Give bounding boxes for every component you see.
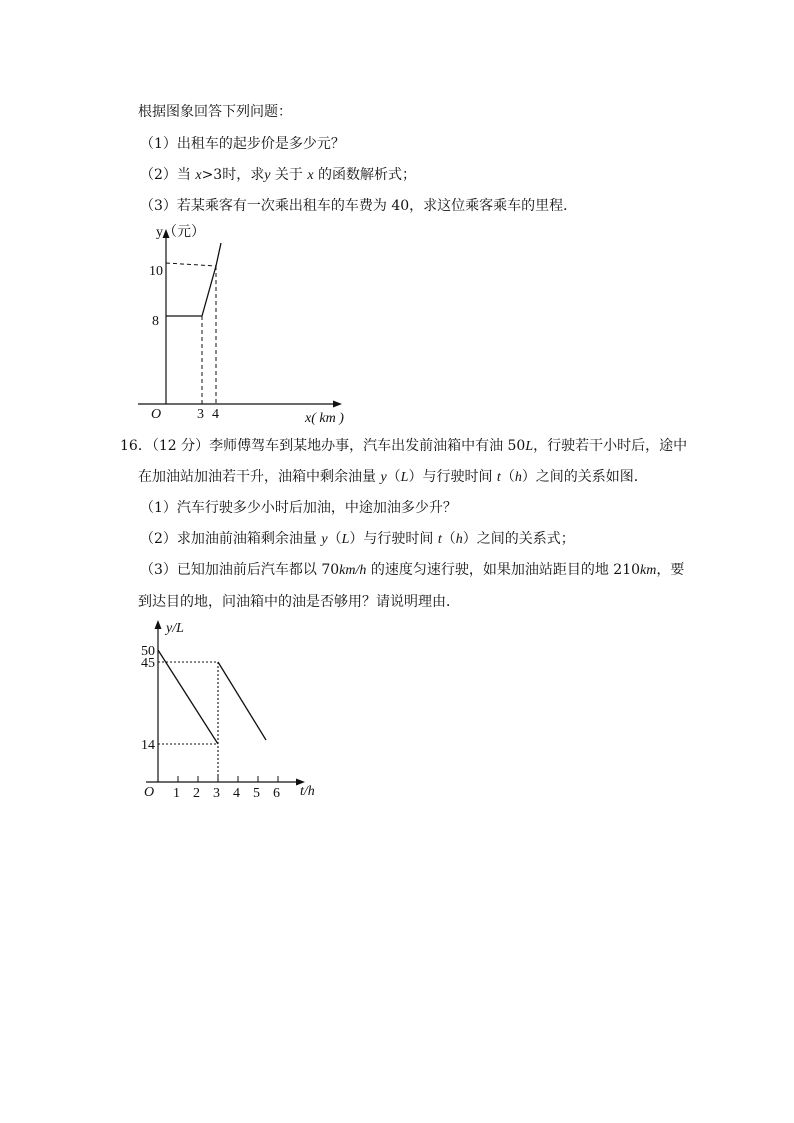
q16-xtick-2: 2 (193, 786, 200, 801)
q16-line2-d: （ (500, 469, 515, 485)
q16-part1: （1）汽车行驶多少小时后加油，中途加油多少升？ (140, 500, 457, 516)
q16-xtick-4: 4 (233, 786, 240, 801)
q15-xlabel: x( km ) (305, 411, 344, 426)
q15-part2-d: 的函数解析式； (313, 167, 417, 183)
q16-xtick-3: 3 (213, 786, 220, 801)
var-t: t (437, 532, 442, 547)
q16-part3-c: ，要 (656, 562, 685, 578)
q16-xlabel: t/h (300, 784, 315, 799)
q16-part2-d: （ (441, 531, 456, 547)
q16-part2-b: （ (327, 531, 342, 547)
q16-part3-a: （3）已知加油前后汽车都以 70 (140, 562, 340, 578)
var-y: y (321, 532, 328, 547)
unit-kmh: km/h (339, 563, 367, 578)
q16-origin: O (144, 785, 155, 800)
q15-part3: （3）若某乘客有一次乘出租车的车费为 40，求这位乘客乘车的里程． (140, 198, 578, 214)
q16-line2-b: （ (386, 469, 401, 485)
q15-part2-c: 关于 (270, 167, 308, 183)
q16-data-segment-1 (158, 650, 218, 744)
q16-line2-e: ）之间的关系如图． (521, 469, 648, 485)
var-x: x (307, 168, 314, 183)
unit-L: L (525, 439, 534, 454)
var-t: t (496, 470, 501, 485)
unit-h: h (514, 470, 522, 485)
q16-xtick-6: 6 (273, 786, 280, 801)
q16-part2-c: ）与行驶时间 (349, 531, 438, 547)
q16-data-segment-2 (218, 662, 266, 740)
q16-line2-a: 在加油站加油若干升，油箱中剩余油量 (138, 469, 381, 485)
var-y: y (264, 168, 271, 183)
q15-ytick-10: 10 (149, 264, 163, 279)
q15-xtick-4: 4 (212, 407, 219, 422)
q15-intro: 根据图象回答下列问题： (138, 104, 292, 120)
q16-xtick-5: 5 (253, 786, 260, 801)
q16-line1-b: ，行驶若干小时后，途中 (533, 438, 688, 454)
q15-ylabel: y（元） (156, 225, 205, 240)
q16-line2-c: ）与行驶时间 (408, 469, 497, 485)
q16-y-arrow (155, 620, 162, 629)
unit-h: h (455, 532, 463, 547)
q15-part2-a: （2）当 (140, 167, 196, 183)
q15-part1: （1）出租车的起步价是多少元？ (140, 136, 345, 152)
unit-L: L (400, 470, 409, 485)
q16-ylabel: y/L (166, 621, 184, 636)
q15-xtick-3: 3 (197, 407, 204, 422)
q15-part2-b: >3时，求 (201, 167, 265, 183)
q16-xtick-1: 1 (173, 786, 180, 801)
q16-part2-e: ）之间的关系式； (462, 531, 575, 547)
unit-km: km (640, 563, 657, 578)
q16-part3-cont: 到达目的地，问油箱中的油是否够用？请说明理由． (138, 594, 460, 610)
var-y: y (380, 470, 387, 485)
q16-ytick-50: 50 (141, 644, 155, 659)
unit-L: L (341, 532, 350, 547)
q16-line1-a: 16．（12 分）李师傅驾车到某地办事，汽车出发前油箱中有油 50 (120, 438, 526, 454)
q16-part3-b: 的速度匀速行驶，如果加油站距目的地 210 (366, 562, 641, 578)
q16-part2-a: （2）求加油前油箱剩余油量 (140, 531, 322, 547)
q15-origin: O (151, 407, 162, 422)
q16-ytick-45: 45 (141, 656, 155, 671)
var-x: x (195, 168, 202, 183)
q16-ytick-14: 14 (141, 738, 155, 753)
q15-ytick-8: 8 (152, 314, 159, 329)
